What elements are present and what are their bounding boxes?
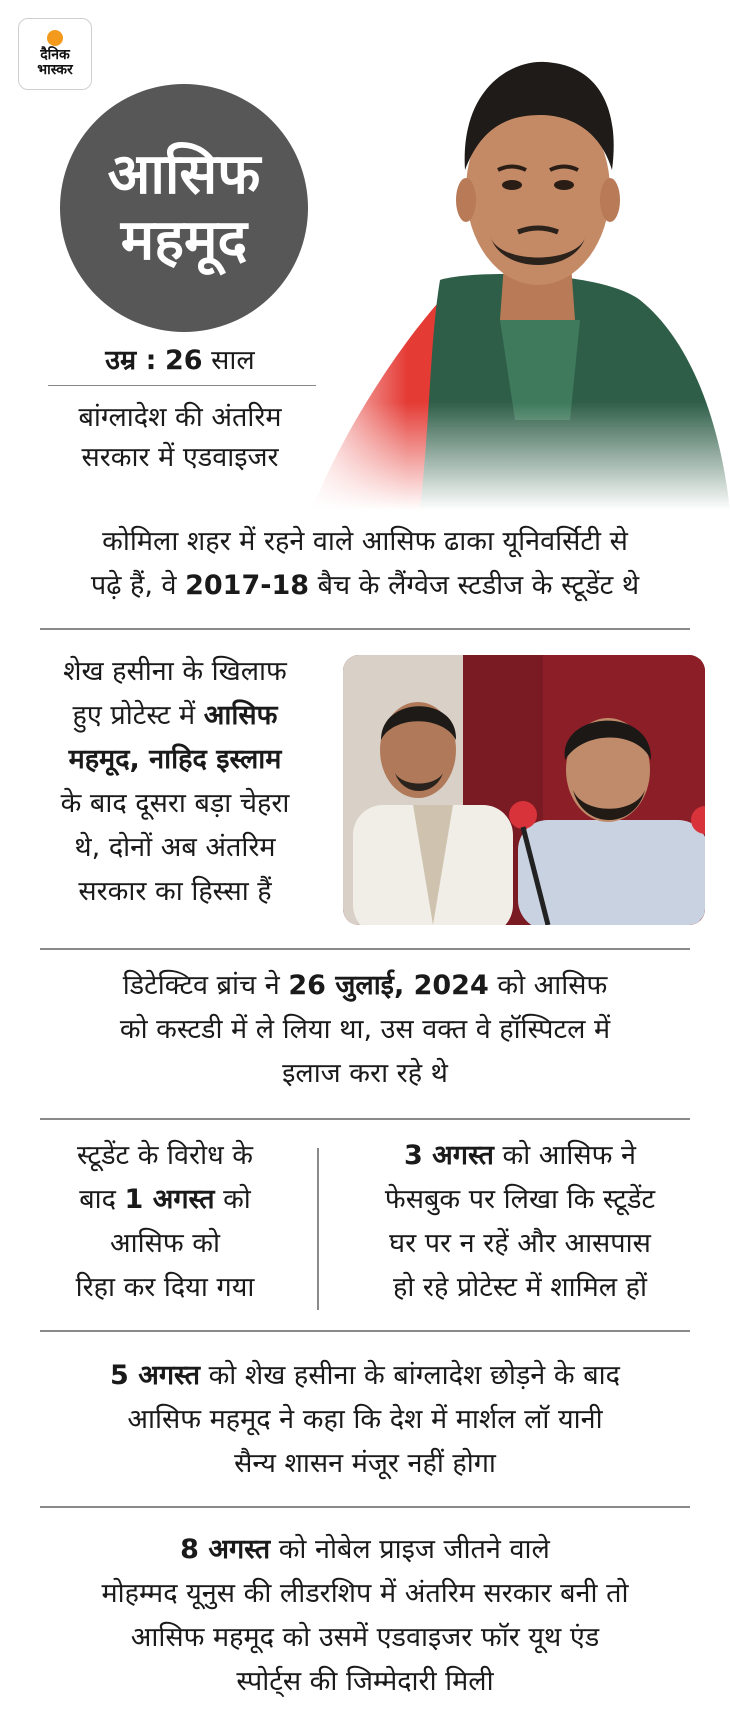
facebook-date: 3 अगस्त xyxy=(403,1140,494,1171)
role-line1: बांग्लादेश की अंतरिम xyxy=(78,402,282,433)
facebook-line3: घर पर न रहें और आसपास xyxy=(389,1228,651,1259)
martial-line1 xyxy=(20,1354,710,1398)
release-line2 xyxy=(20,1178,310,1222)
brand-logo[interactable] xyxy=(18,18,92,90)
portrait-photo xyxy=(300,20,730,510)
age-text xyxy=(40,340,320,377)
advisor-line1-post: को नोबेल प्राइज जीतने वाले xyxy=(278,1534,550,1565)
divider-5 xyxy=(40,1506,690,1508)
protest-paragraph xyxy=(20,650,330,914)
custody-line3: इलाज करा रहे थे xyxy=(282,1058,448,1089)
divider-2 xyxy=(40,948,690,950)
education-line2-post: बैच के लैंग्वेज स्टडीज के स्टूडेंट थे xyxy=(317,570,640,601)
education-line2-pre: पढ़े हैं, वे xyxy=(90,570,177,601)
facebook-line4: हो रहे प्रोटेस्ट में शामिल हों xyxy=(393,1272,647,1303)
protest-line3-bold: महमूद, नाहिद इस्लाम xyxy=(68,744,282,775)
facebook-line2: फेसबुक पर लिखा कि स्टूडेंट xyxy=(384,1184,656,1215)
advisor-paragraph xyxy=(20,1528,710,1704)
protest-line6: सरकार का हिस्सा हैं xyxy=(78,876,272,907)
release-line4: रिहा कर दिया गया xyxy=(75,1272,255,1303)
age-label: उम्र : xyxy=(105,345,157,376)
name-line2: महमूद xyxy=(120,208,248,273)
protest-line5: थे, दोनों अब अंतरिम xyxy=(74,832,276,863)
name-badge xyxy=(60,84,308,332)
sun-icon xyxy=(47,30,63,46)
facebook-line1 xyxy=(330,1134,710,1178)
release-date: 1 अगस्त xyxy=(124,1184,215,1215)
education-line1: कोमिला शहर में रहने वाले आसिफ ढाका यूनिवर्सिटी से xyxy=(102,526,628,557)
custody-date: 26 जुलाई, 2024 xyxy=(288,970,489,1001)
divider-3 xyxy=(40,1118,690,1120)
advisor-line1 xyxy=(20,1528,710,1572)
release-paragraph xyxy=(20,1134,310,1310)
press-photo xyxy=(343,655,705,925)
brand-line1: दैनिक xyxy=(40,47,70,63)
facebook-line1-post: को आसिफ ने xyxy=(502,1140,637,1171)
release-line3: आसिफ को xyxy=(110,1228,220,1259)
advisor-line2: मोहम्मद यूनुस की लीडरशिप में अंतरिम सरकार बनी तो xyxy=(101,1578,629,1609)
name-line1: आसिफ xyxy=(107,142,261,207)
custody-line1 xyxy=(20,964,710,1008)
martial-date: 5 अगस्त xyxy=(110,1360,200,1391)
education-batch: 2017-18 xyxy=(185,570,310,601)
advisor-date: 8 अगस्त xyxy=(180,1534,271,1565)
custody-line1-pre: डिटेक्टिव ब्रांच ने xyxy=(122,970,280,1001)
divider-4 xyxy=(40,1330,690,1332)
advisor-line4: स्पोर्ट्स की जिम्मेदारी मिली xyxy=(236,1666,494,1697)
release-line2-pre: बाद xyxy=(79,1184,116,1215)
custody-paragraph xyxy=(20,964,710,1096)
advisor-line3: आसिफ महमूद को उसमें एडवाइजर फॉर यूथ एंड xyxy=(130,1622,600,1653)
divider-1 xyxy=(40,628,690,630)
release-line2-post: को xyxy=(223,1184,251,1215)
martial-line1-post: को शेख हसीना के बांग्लादेश छोड़ने के बाद xyxy=(208,1360,620,1391)
column-divider xyxy=(317,1148,319,1310)
age-value: 26 xyxy=(165,345,203,376)
custody-line2: को कस्टडी में ले लिया था, उस वक्त वे हॉस्पिटल में xyxy=(119,1014,611,1045)
protest-line1: शेख हसीना के खिलाफ xyxy=(63,656,287,687)
protest-line4: के बाद दूसरा बड़ा चेहरा xyxy=(60,788,290,819)
release-line1: स्टूडेंट के विरोध के xyxy=(76,1140,254,1171)
protest-line2-bold: आसिफ xyxy=(203,700,278,731)
custody-line1-post: को आसिफ xyxy=(497,970,608,1001)
martial-line3: सैन्य शासन मंजूर नहीं होगा xyxy=(234,1448,496,1479)
education-line2 xyxy=(20,564,710,608)
protest-line2 xyxy=(20,694,330,738)
protest-line2-pre: हुए प्रोटेस्ट में xyxy=(72,700,196,731)
education-paragraph xyxy=(20,520,710,608)
martial-line2: आसिफ महमूद ने कहा कि देश में मार्शल लॉ यानी xyxy=(127,1404,603,1435)
role-line2: सरकार में एडवाइजर xyxy=(81,442,279,473)
martial-law-paragraph xyxy=(20,1354,710,1486)
role-text xyxy=(40,398,320,478)
age-divider xyxy=(48,385,316,386)
facebook-paragraph xyxy=(330,1134,710,1310)
brand-line2: भास्कर xyxy=(37,62,73,78)
protest-line3 xyxy=(20,738,330,782)
age-unit: साल xyxy=(211,345,255,376)
